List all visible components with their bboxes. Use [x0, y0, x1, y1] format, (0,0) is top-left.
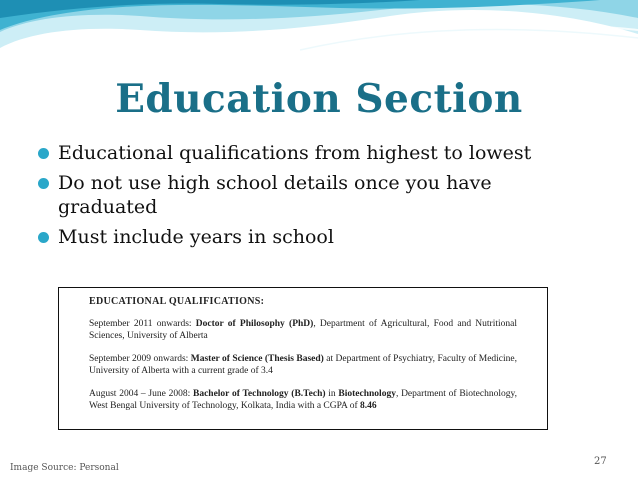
- entry-field: Biotechnology: [338, 389, 396, 399]
- entry-mid: in: [325, 389, 339, 399]
- entry-date: August 2004 – June 2008:: [89, 389, 191, 399]
- page-number: 27: [594, 456, 607, 467]
- qualification-entry-btech: [89, 388, 517, 412]
- header-wave-decoration: [0, 0, 638, 80]
- qualifications-heading: EDUCATIONAL QUALIFICATIONS:: [89, 296, 265, 307]
- entry-grade: 8.46: [360, 401, 377, 411]
- slide-title: Education Section: [115, 76, 523, 122]
- image-source-caption: Image Source: Personal: [10, 463, 119, 473]
- bullet-item: [36, 225, 596, 249]
- bullet-text: Educational qualifications from highest to lowest: [58, 142, 532, 164]
- entry-detail: , Department of Agricultural, Food and Nutritional Sciences, University of Alberta: [89, 319, 517, 341]
- entry-detail: , Department of Biotechnology, West Bengal University of Technology, Kolkata, India with a CGPA of: [89, 389, 518, 411]
- entry-detail: at Department of Psychiatry, Faculty of Medicine, University of Alberta with a current grade of 3.4: [89, 354, 517, 376]
- bullet-text: Must include years in school: [58, 226, 334, 248]
- bullet-item: [36, 141, 596, 165]
- entry-degree: Bachelor of Technology (B.Tech): [192, 389, 326, 399]
- bullet-item: [36, 171, 596, 219]
- bullet-dot-icon: [38, 148, 49, 159]
- entry-date: September 2009 onwards:: [89, 354, 189, 364]
- bullet-dot-icon: [38, 178, 49, 189]
- entry-degree: Master of Science (Thesis Based): [190, 354, 324, 364]
- qualification-entry-msc: [89, 353, 517, 377]
- bullet-list: [36, 141, 596, 255]
- qualifications-image-box: [58, 287, 548, 430]
- bullet-text: Do not use high school details once you have graduated: [58, 172, 492, 218]
- entry-date: September 2011 onwards:: [89, 319, 192, 329]
- entry-degree: Doctor of Philosophy (PhD): [195, 319, 314, 329]
- qualification-entry-phd: [89, 318, 517, 342]
- bullet-dot-icon: [38, 232, 49, 243]
